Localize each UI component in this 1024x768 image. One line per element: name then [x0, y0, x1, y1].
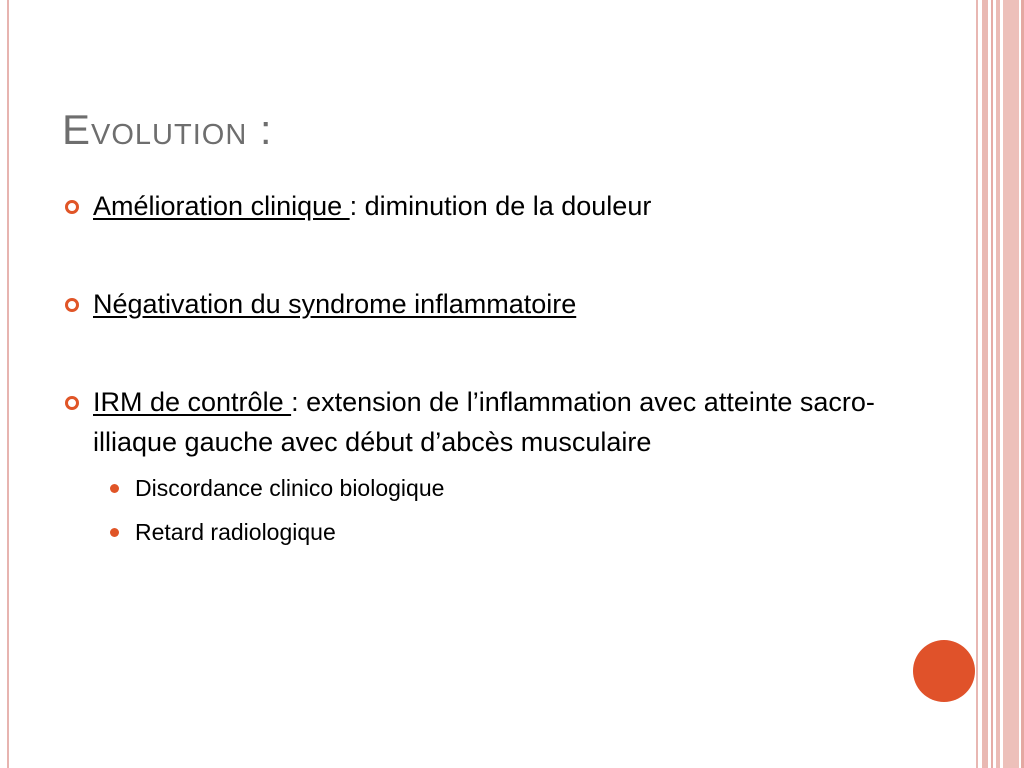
sub-bullet-item	[93, 510, 922, 554]
sub-bullet-item	[93, 466, 922, 510]
left-border-line	[7, 0, 9, 768]
orange-circle-decoration	[913, 640, 975, 702]
right-stripe	[976, 0, 978, 768]
bullet-item	[62, 186, 922, 226]
sub-bullet-text: Retard radiologique	[135, 519, 336, 545]
hollow-circle-bullet-icon	[65, 298, 79, 312]
bullet-list	[62, 186, 922, 554]
bullet-label: Amélioration clinique	[93, 191, 350, 221]
hollow-circle-bullet-icon	[65, 200, 79, 214]
filled-dot-bullet-icon	[110, 528, 119, 537]
bullet-item	[62, 284, 922, 324]
slide-title: Evolution :	[62, 106, 273, 153]
bullet-item	[62, 382, 922, 554]
sub-bullet-list	[93, 466, 922, 554]
right-stripe	[996, 0, 1000, 768]
hollow-circle-bullet-icon	[65, 396, 79, 410]
right-stripe	[991, 0, 993, 768]
sub-bullet-text: Discordance clinico biologique	[135, 475, 445, 501]
bullet-label: Négativation du syndrome inflammatoire	[93, 289, 577, 319]
bullet-label: IRM de contrôle	[93, 387, 292, 417]
bullet-text: : extension de l’inflammation avec atteinte sacro-illiaque gauche avec début d’abcès musculaire	[93, 387, 875, 457]
right-stripe	[982, 0, 988, 768]
filled-dot-bullet-icon	[110, 484, 119, 493]
bullet-text: : diminution de la douleur	[349, 191, 652, 221]
right-stripe	[1003, 0, 1019, 768]
